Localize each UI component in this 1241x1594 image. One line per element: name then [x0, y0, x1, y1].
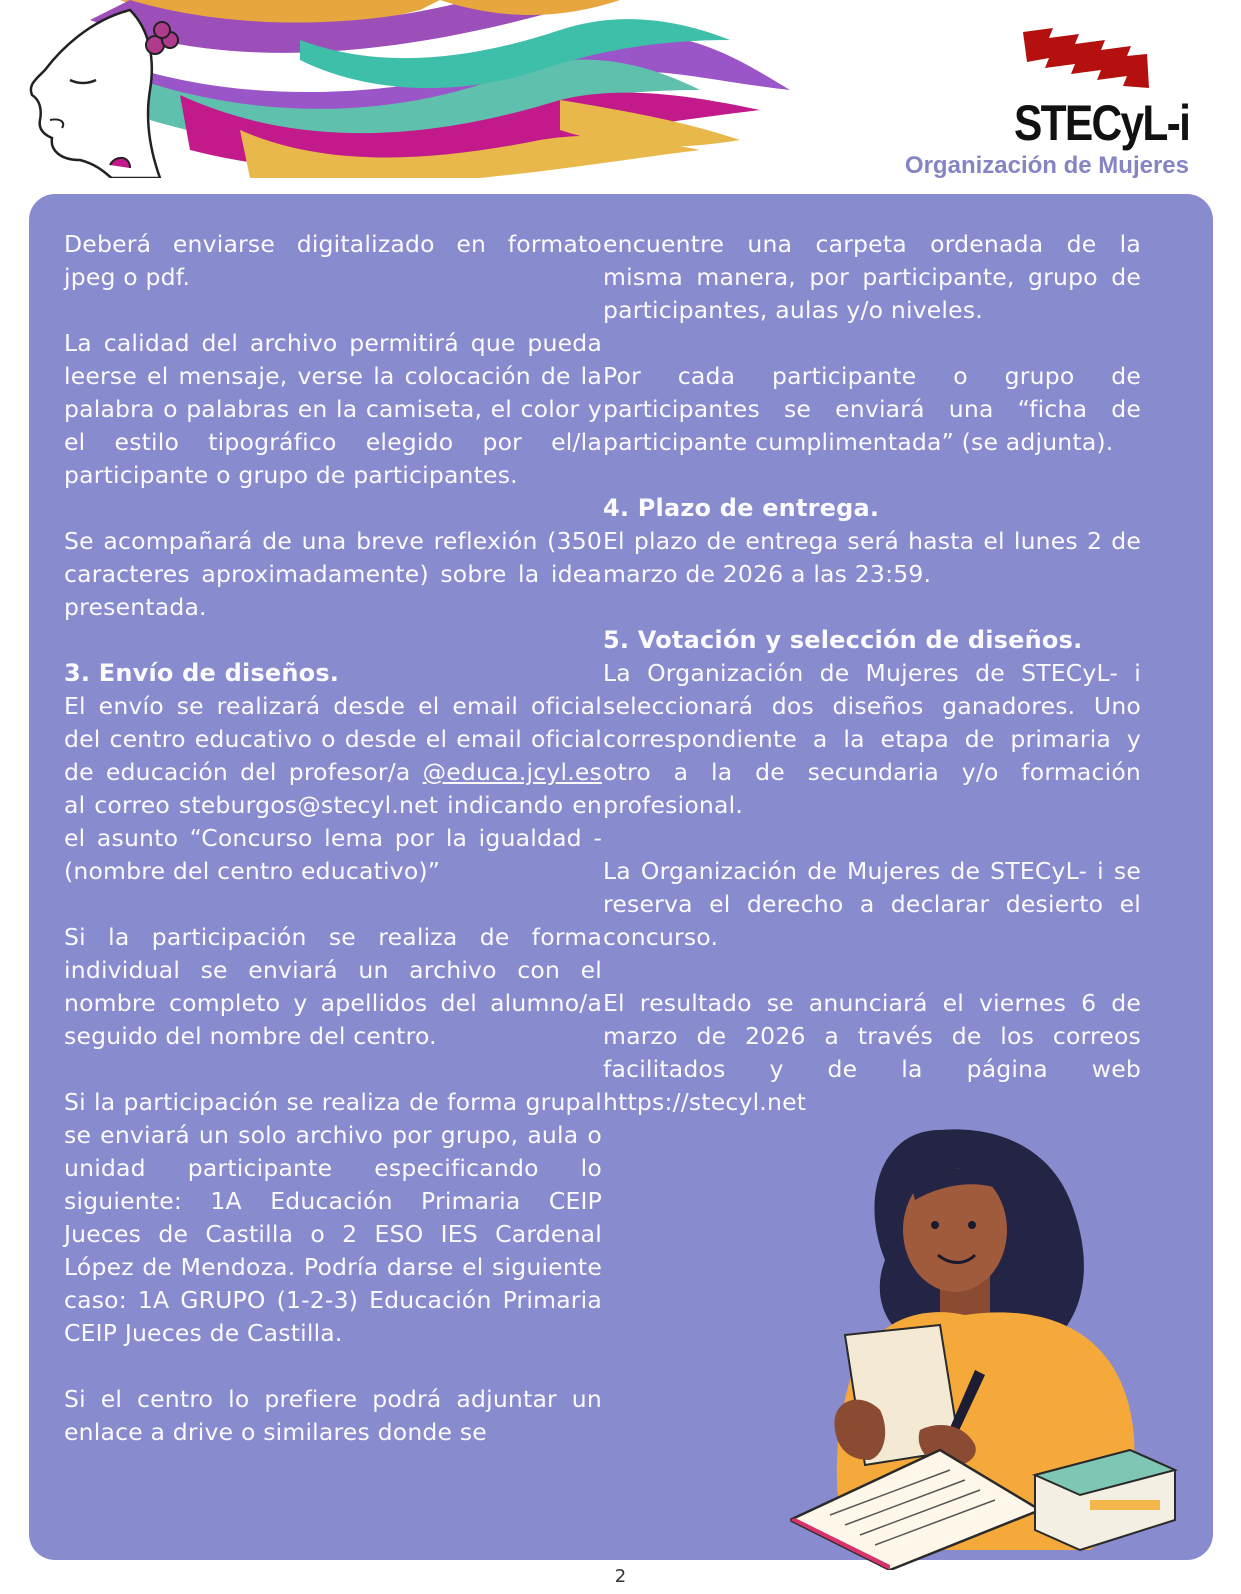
- logo-text: STECyL-i: [1013, 95, 1189, 151]
- paragraph-reflection: Se acompañará de una breve reflexión (350 caracteres aproximadamente) sobre la idea presentada.: [64, 527, 602, 621]
- envio-text-end: al correo steburgos@stecyl.net indicando en el asunto “Concurso lema por la igualdad - (nombre del centro educativo)”: [64, 791, 602, 885]
- paragraph-carpeta: encuentre una carpeta ordenada de la misma manera, por participante, grupo de participantes, aulas y/o niveles.: [603, 230, 1141, 324]
- stecyl-logo: [904, 28, 1189, 179]
- woman-hair-illustration: [0, 0, 820, 178]
- paragraph-resultado: El resultado se anunciará el viernes 6 de marzo de 2026 a través de los correos facilitados y de la página web https://stecyl.net: [603, 989, 1141, 1116]
- heading-plazo: 4. Plazo de entrega.: [603, 494, 880, 522]
- paragraph-desierto: La Organización de Mujeres de STECyL- i se reserva el derecho a declarar desierto el concurso.: [603, 857, 1141, 951]
- page-number: 2: [614, 1566, 627, 1587]
- heading-envio: 3. Envío de diseños.: [64, 659, 340, 687]
- envio-text-start: El envío se realizará desde el email oficial del centro educativo o desde el email oficial de educación del profesor/a: [64, 692, 602, 786]
- paragraph-individual: Si la participación se realiza de forma individual se enviará un archivo con el nombre completo y apellidos del alumno/a seguido del nombre del centro.: [64, 923, 602, 1050]
- left-column: [64, 228, 602, 1449]
- paragraph-grupal: Si la participación se realiza de forma grupal se enviará un solo archivo por grupo, aula o unidad participante especificando lo siguiente: 1A Educación Primaria CEIP Jueces de Castilla o 2 ESO IES Cardenal López de Mendoza. Podría darse el siguiente caso: 1A GRUPO (1-2-3) Educación Primaria CEIP Jueces de Castilla.: [64, 1088, 602, 1347]
- educa-email-link[interactable]: @educa.jcyl.es: [422, 758, 602, 786]
- stecyl-flag-logo: [1023, 28, 1153, 90]
- paragraph-envio: [64, 690, 602, 888]
- woman-writing-illustration: [790, 1120, 1210, 1570]
- right-column: [603, 228, 1141, 1119]
- logo-subtitle: Organización de Mujeres: [904, 152, 1189, 179]
- paragraph-format: Deberá enviarse digitalizado en formato jpeg o pdf.: [64, 230, 602, 291]
- heading-votacion: 5. Votación y selección de diseños.: [603, 626, 1083, 654]
- paragraph-plazo: El plazo de entrega será hasta el lunes 2 de marzo de 2026 a las 23:59.: [603, 527, 1141, 588]
- paragraph-drive: Si el centro lo prefiere podrá adjuntar un enlace a drive o similares donde se: [64, 1385, 602, 1446]
- paragraph-quality: La calidad del archivo permitirá que pueda leerse el mensaje, verse la colocación de la palabra o palabras en la camiseta, el color y el estilo tipográfico elegido por el/la participante o grupo de participantes.: [64, 329, 602, 489]
- paragraph-ficha: Por cada participante o grupo de participantes se enviará una “ficha de participante cumplimentada” (se adjunta).: [603, 362, 1141, 456]
- paragraph-seleccion: La Organización de Mujeres de STECyL- i seleccionará dos diseños ganadores. Uno correspondiente a la etapa de primaria y otro a la de secundaria y/o formación profesional.: [603, 659, 1141, 819]
